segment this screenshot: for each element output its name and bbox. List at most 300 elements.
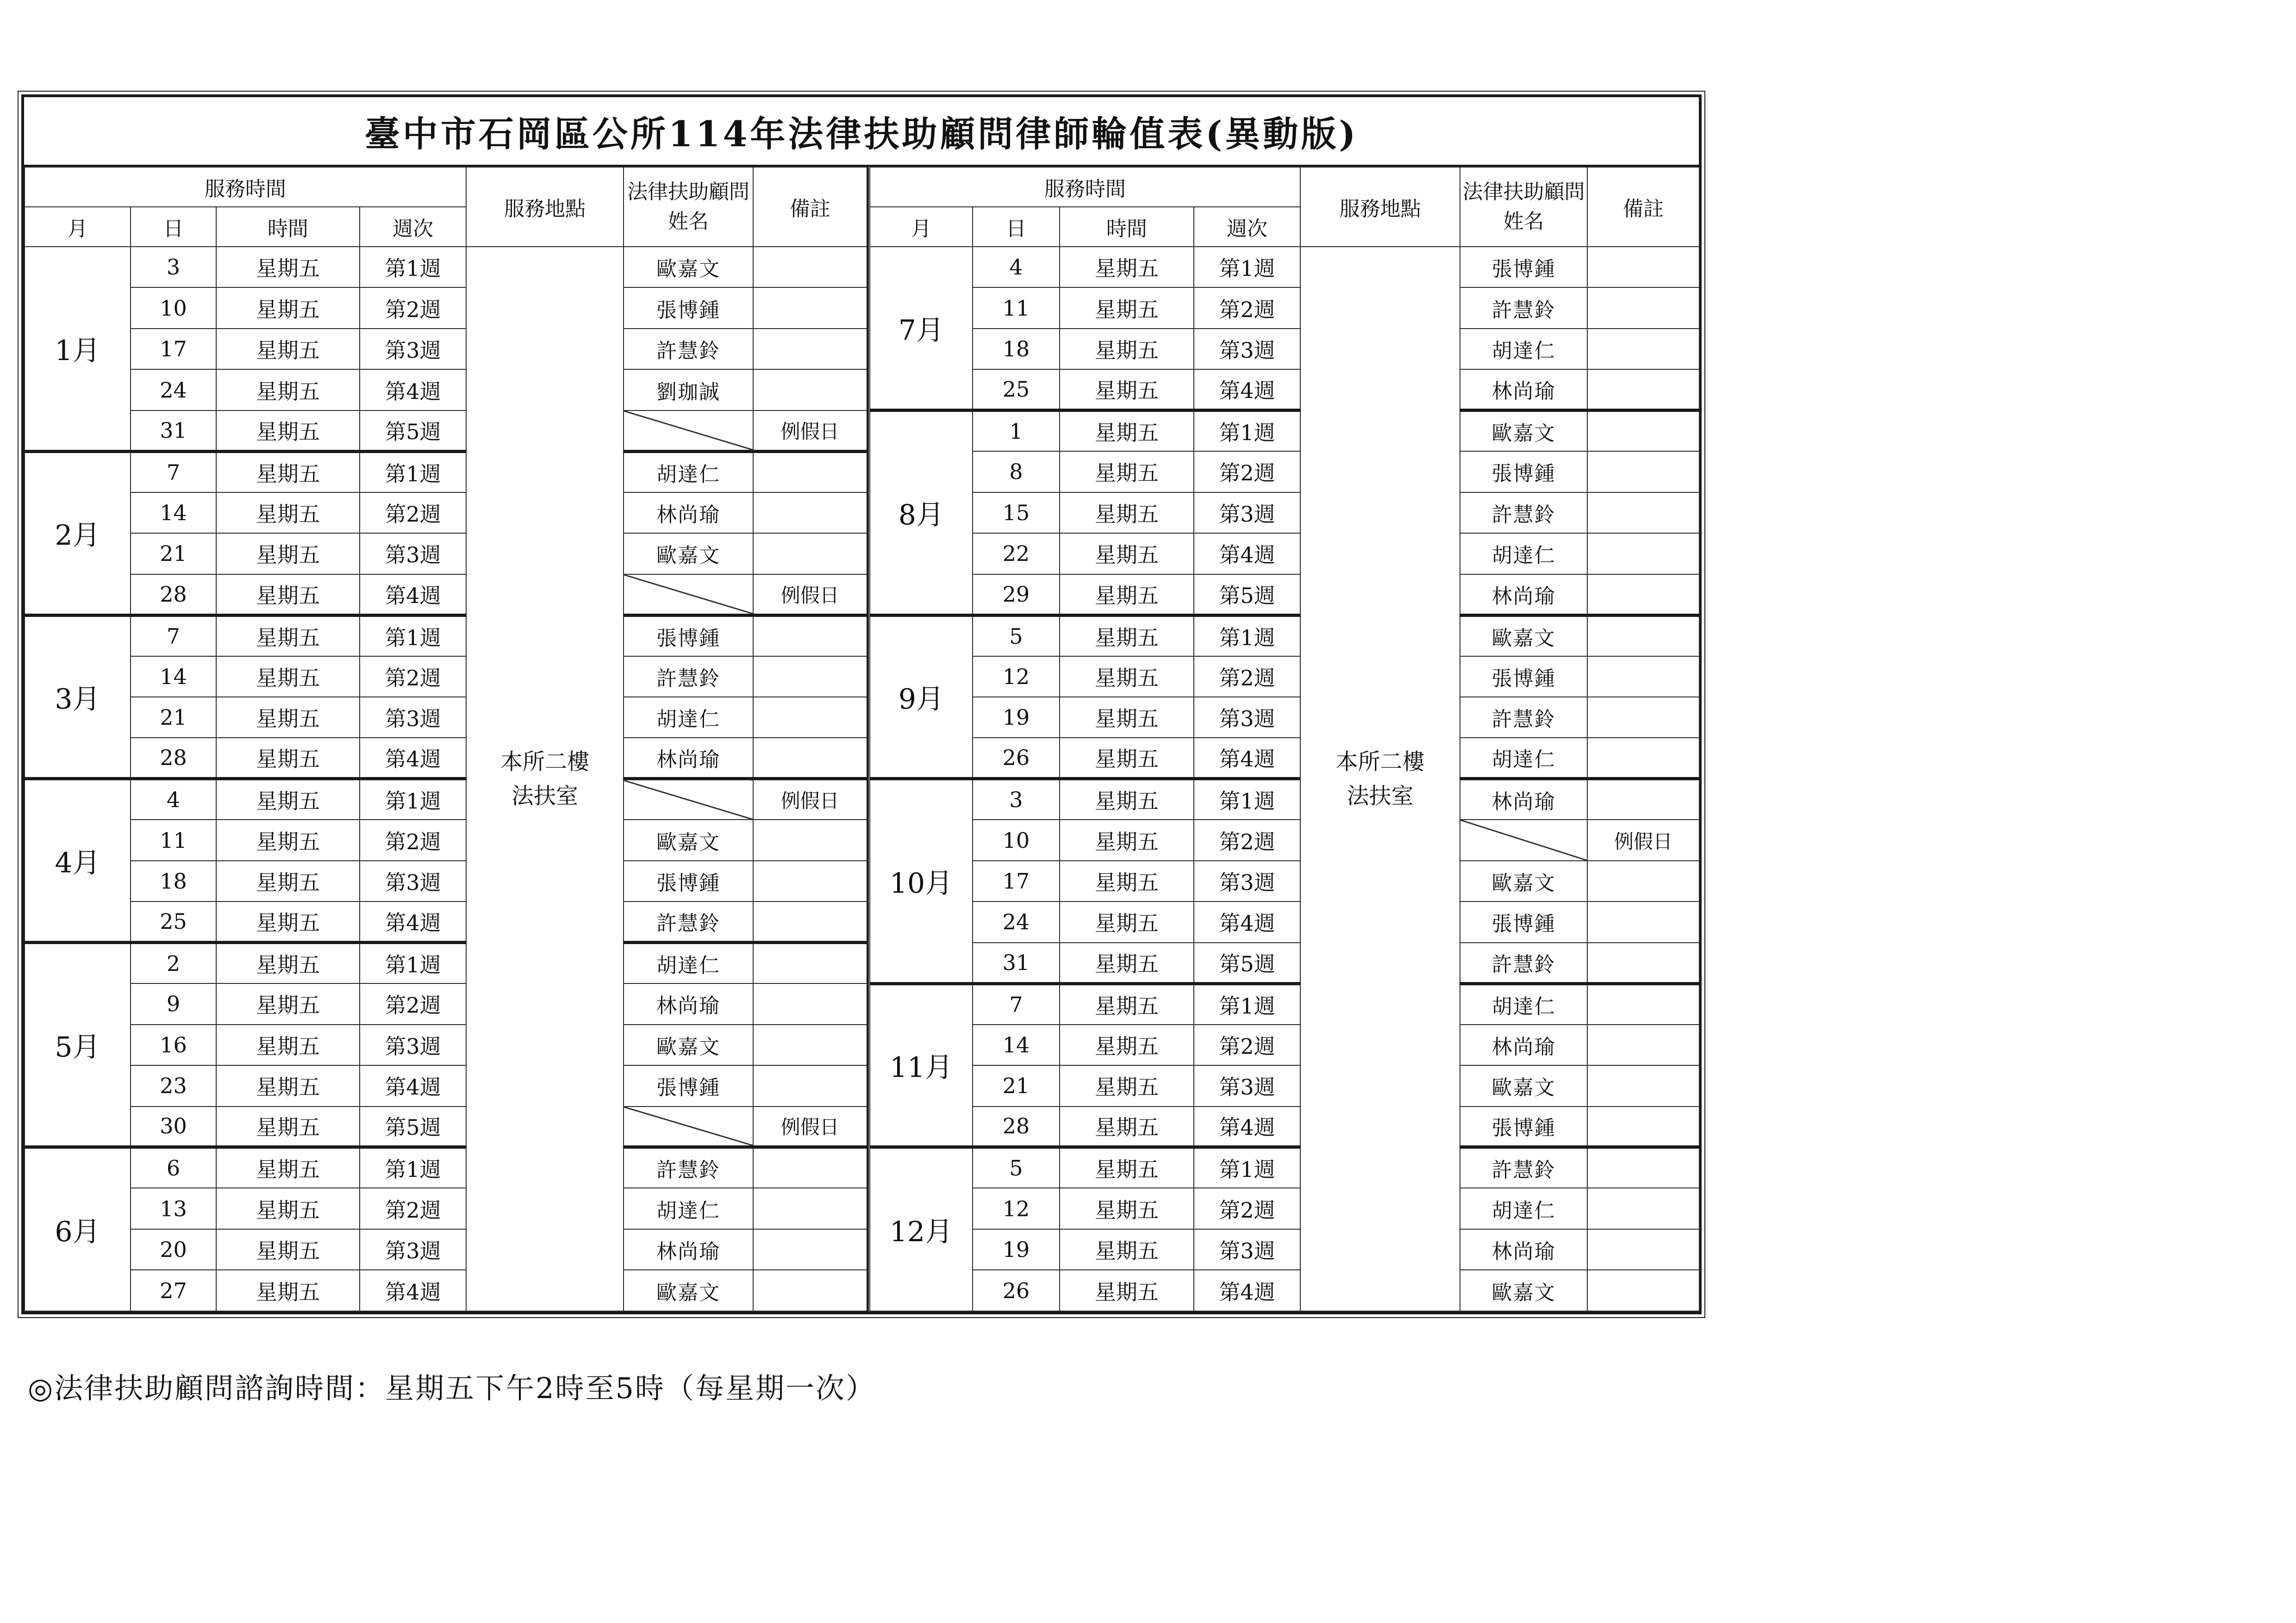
remark-cell	[1587, 1107, 1699, 1147]
remark-cell	[753, 369, 867, 410]
month-cell: 7月	[870, 247, 973, 410]
remark-cell	[753, 1270, 867, 1311]
remark-cell	[753, 656, 867, 697]
month-cell: 9月	[870, 615, 973, 779]
table-row	[25, 1229, 867, 1270]
table-row	[25, 1107, 867, 1147]
week-cell: 第3週	[1194, 697, 1300, 738]
month-cell: 2月	[25, 451, 131, 615]
remark-cell	[1587, 902, 1699, 942]
schedule-body-jan-jun	[25, 247, 867, 1311]
table-row	[25, 983, 867, 1024]
table-row	[870, 329, 1699, 369]
table-row	[25, 451, 867, 492]
time-cell: 星期五	[1060, 983, 1194, 1024]
day-cell: 7	[131, 615, 216, 656]
day-cell: 7	[131, 451, 216, 492]
advisor-cell: 胡達仁	[1460, 329, 1587, 369]
header-remark: 備註	[753, 167, 867, 247]
advisor-cell: 林尚瑜	[624, 738, 753, 778]
table-row	[25, 1065, 867, 1106]
day-cell: 1	[973, 410, 1060, 451]
day-cell: 10	[131, 287, 216, 328]
table-row	[25, 410, 867, 451]
advisor-cell: 胡達仁	[624, 451, 753, 492]
location-line-1: 本所二樓	[1335, 749, 1425, 775]
remark-cell	[753, 1147, 867, 1188]
table-row	[25, 902, 867, 942]
day-cell: 12	[973, 1188, 1060, 1229]
day-cell: 24	[973, 902, 1060, 942]
time-cell: 星期五	[1060, 697, 1194, 738]
advisor-cell: 劉珈誠	[624, 369, 753, 410]
table-row	[870, 1147, 1699, 1188]
advisor-cell: 胡達仁	[624, 697, 753, 738]
advisor-cell: 胡達仁	[624, 943, 753, 983]
week-cell: 第3週	[1194, 492, 1300, 533]
remark-cell	[1587, 329, 1699, 369]
week-cell: 第2週	[360, 492, 466, 533]
week-cell: 第3週	[360, 697, 466, 738]
day-cell: 5	[973, 1147, 1060, 1188]
table-row	[870, 287, 1699, 328]
week-cell: 第2週	[1194, 451, 1300, 492]
time-cell: 星期五	[216, 410, 360, 451]
table-row	[870, 943, 1699, 983]
time-cell: 星期五	[1060, 779, 1194, 820]
advisor-cell: 張博鍾	[624, 287, 753, 328]
time-cell: 星期五	[216, 1270, 360, 1311]
week-cell: 第2週	[360, 656, 466, 697]
day-cell: 27	[131, 1270, 216, 1311]
day-cell: 31	[131, 410, 216, 451]
location-cell	[466, 247, 624, 1311]
page-title: 臺中市石岡區公所114年法律扶助顧問律師輪值表(異動版)	[24, 97, 1699, 167]
day-cell: 11	[131, 820, 216, 860]
advisor-cell: 胡達仁	[1460, 738, 1587, 778]
table-row	[870, 820, 1699, 860]
month-cell: 8月	[870, 410, 973, 615]
table-row	[25, 943, 867, 983]
header-time: 時間	[216, 207, 360, 247]
week-cell: 第2週	[360, 287, 466, 328]
header-month: 月	[25, 207, 131, 247]
table-row	[870, 779, 1699, 820]
remark-cell: 例假日	[753, 410, 867, 451]
table-row	[25, 1147, 867, 1188]
advisor-cell-struck	[624, 410, 753, 451]
time-cell: 星期五	[216, 697, 360, 738]
time-cell: 星期五	[216, 492, 360, 533]
remark-cell: 例假日	[753, 779, 867, 820]
day-cell: 15	[973, 492, 1060, 533]
time-cell: 星期五	[216, 615, 360, 656]
advisor-cell-struck	[624, 1107, 753, 1147]
advisor-cell: 張博鍾	[624, 1065, 753, 1106]
consultation-hours-note: ◎法律扶助顧問諮詢時間：星期五下午2時至5時（每星期一次）	[28, 1371, 876, 1405]
day-cell: 13	[131, 1188, 216, 1229]
table-row	[25, 1188, 867, 1229]
remark-cell: 例假日	[753, 574, 867, 615]
remark-cell	[753, 943, 867, 983]
time-cell: 星期五	[216, 574, 360, 615]
table-row	[870, 574, 1699, 615]
advisor-cell: 歐嘉文	[624, 247, 753, 287]
table-row	[870, 615, 1699, 656]
remark-cell	[753, 247, 867, 287]
header-month: 月	[870, 207, 973, 247]
header-day: 日	[973, 207, 1060, 247]
advisor-cell: 歐嘉文	[624, 820, 753, 860]
table-row	[870, 697, 1699, 738]
week-cell: 第4週	[1194, 533, 1300, 574]
table-row	[25, 1025, 867, 1065]
week-cell: 第1週	[1194, 410, 1300, 451]
schedule-table-jul-dec	[869, 167, 1700, 1312]
remark-cell	[1587, 451, 1699, 492]
advisor-cell: 張博鍾	[1460, 656, 1587, 697]
table-row	[870, 656, 1699, 697]
week-cell: 第2週	[1194, 820, 1300, 860]
advisor-cell: 許慧鈴	[1460, 943, 1587, 983]
time-cell: 星期五	[1060, 287, 1194, 328]
day-cell: 18	[973, 329, 1060, 369]
time-cell: 星期五	[1060, 902, 1194, 942]
time-cell: 星期五	[1060, 410, 1194, 451]
advisor-cell-struck	[624, 574, 753, 615]
time-cell: 星期五	[216, 779, 360, 820]
week-cell: 第1週	[1194, 1147, 1300, 1188]
table-row	[25, 574, 867, 615]
advisor-cell: 歐嘉文	[624, 1025, 753, 1065]
advisor-cell: 林尚瑜	[624, 1229, 753, 1270]
advisor-cell: 林尚瑜	[624, 492, 753, 533]
table-row	[870, 1188, 1699, 1229]
remark-cell	[1587, 738, 1699, 778]
advisor-cell: 林尚瑜	[624, 983, 753, 1024]
advisor-cell: 歐嘉文	[624, 1270, 753, 1311]
remark-cell: 例假日	[1587, 820, 1699, 860]
time-cell: 星期五	[216, 1147, 360, 1188]
week-cell: 第2週	[1194, 1025, 1300, 1065]
month-cell: 1月	[25, 247, 131, 451]
day-cell: 30	[131, 1107, 216, 1147]
time-cell: 星期五	[216, 369, 360, 410]
day-cell: 24	[131, 369, 216, 410]
remark-cell	[1587, 574, 1699, 615]
day-cell: 17	[131, 329, 216, 369]
table-row	[25, 329, 867, 369]
advisor-cell: 歐嘉文	[1460, 410, 1587, 451]
day-cell: 9	[131, 983, 216, 1024]
day-cell: 31	[973, 943, 1060, 983]
week-cell: 第1週	[360, 1147, 466, 1188]
table-row	[25, 656, 867, 697]
remark-cell	[753, 533, 867, 574]
advisor-cell: 張博鍾	[1460, 451, 1587, 492]
table-row	[870, 861, 1699, 902]
day-cell: 16	[131, 1025, 216, 1065]
table-row	[25, 615, 867, 656]
advisor-cell: 林尚瑜	[1460, 779, 1587, 820]
day-cell: 23	[131, 1065, 216, 1106]
month-cell: 6月	[25, 1147, 131, 1311]
week-cell: 第2週	[360, 820, 466, 860]
week-cell: 第3週	[360, 1025, 466, 1065]
day-cell: 14	[973, 1025, 1060, 1065]
time-cell: 星期五	[1060, 1270, 1194, 1311]
time-cell: 星期五	[1060, 329, 1194, 369]
header-remark: 備註	[1587, 167, 1699, 247]
week-cell: 第4週	[360, 369, 466, 410]
day-cell: 20	[131, 1229, 216, 1270]
time-cell: 星期五	[216, 983, 360, 1024]
remark-cell	[1587, 1270, 1699, 1311]
remark-cell	[753, 1065, 867, 1106]
table-row	[870, 1229, 1699, 1270]
week-cell: 第4週	[360, 738, 466, 778]
table-row	[870, 1025, 1699, 1065]
week-cell: 第5週	[1194, 943, 1300, 983]
day-cell: 7	[973, 983, 1060, 1024]
week-cell: 第4週	[360, 1270, 466, 1311]
remark-cell	[1587, 983, 1699, 1024]
remark-cell	[1587, 656, 1699, 697]
schedule-body-jul-dec	[870, 247, 1699, 1311]
day-cell: 28	[131, 574, 216, 615]
time-cell: 星期五	[216, 1025, 360, 1065]
day-cell: 21	[973, 1065, 1060, 1106]
header-location: 服務地點	[466, 167, 624, 247]
remark-cell	[1587, 247, 1699, 287]
header-day: 日	[131, 207, 216, 247]
remark-cell	[753, 983, 867, 1024]
day-cell: 10	[973, 820, 1060, 860]
advisor-cell: 胡達仁	[1460, 1188, 1587, 1229]
week-cell: 第2週	[1194, 287, 1300, 328]
week-cell: 第4週	[1194, 902, 1300, 942]
week-cell: 第1週	[1194, 779, 1300, 820]
time-cell: 星期五	[1060, 451, 1194, 492]
remark-cell	[1587, 410, 1699, 451]
day-cell: 21	[131, 697, 216, 738]
time-cell: 星期五	[1060, 1065, 1194, 1106]
header-week-no: 週次	[360, 207, 466, 247]
advisor-cell: 歐嘉文	[1460, 1065, 1587, 1106]
week-cell: 第1週	[360, 943, 466, 983]
advisor-cell: 許慧鈴	[1460, 1147, 1587, 1188]
month-cell: 10月	[870, 779, 973, 983]
week-cell: 第3週	[360, 861, 466, 902]
advisor-cell: 許慧鈴	[1460, 287, 1587, 328]
table-row	[870, 247, 1699, 287]
table-row	[870, 983, 1699, 1024]
location-cell	[1300, 247, 1460, 1311]
day-cell: 28	[131, 738, 216, 778]
remark-cell	[1587, 615, 1699, 656]
week-cell: 第3週	[1194, 1065, 1300, 1106]
time-cell: 星期五	[216, 1107, 360, 1147]
week-cell: 第1週	[1194, 247, 1300, 287]
time-cell: 星期五	[1060, 861, 1194, 902]
table-row	[25, 369, 867, 410]
time-cell: 星期五	[216, 738, 360, 778]
remark-cell	[753, 451, 867, 492]
time-cell: 星期五	[1060, 615, 1194, 656]
location-line-2: 法扶室	[1347, 783, 1414, 809]
remark-cell	[753, 329, 867, 369]
header-week-no: 週次	[1194, 207, 1300, 247]
week-cell: 第5週	[360, 1107, 466, 1147]
table-row	[25, 738, 867, 778]
time-cell: 星期五	[216, 1188, 360, 1229]
time-cell: 星期五	[1060, 738, 1194, 778]
table-row	[25, 287, 867, 328]
table-row	[870, 410, 1699, 451]
remark-cell	[1587, 1065, 1699, 1106]
table-row	[870, 1107, 1699, 1147]
remark-cell	[753, 615, 867, 656]
week-cell: 第2週	[360, 983, 466, 1024]
table-row	[870, 492, 1699, 533]
month-cell: 11月	[870, 983, 973, 1147]
header-time: 時間	[1060, 207, 1194, 247]
day-cell: 19	[973, 1229, 1060, 1270]
time-cell: 星期五	[216, 902, 360, 942]
week-cell: 第3週	[1194, 1229, 1300, 1270]
month-cell: 3月	[25, 615, 131, 779]
remark-cell	[1587, 861, 1699, 902]
table-row	[870, 369, 1699, 410]
time-cell: 星期五	[1060, 247, 1194, 287]
advisor-cell: 張博鍾	[1460, 1107, 1587, 1147]
table-row	[25, 492, 867, 533]
remark-cell	[1587, 492, 1699, 533]
day-cell: 3	[131, 247, 216, 287]
week-cell: 第4週	[1194, 1107, 1300, 1147]
remark-cell: 例假日	[753, 1107, 867, 1147]
week-cell: 第3週	[360, 533, 466, 574]
day-cell: 8	[973, 451, 1060, 492]
remark-cell	[1587, 1229, 1699, 1270]
day-cell: 28	[973, 1107, 1060, 1147]
time-cell: 星期五	[1060, 1229, 1194, 1270]
week-cell: 第4週	[1194, 369, 1300, 410]
month-cell: 12月	[870, 1147, 973, 1311]
time-cell: 星期五	[1060, 1147, 1194, 1188]
advisor-cell: 林尚瑜	[1460, 574, 1587, 615]
week-cell: 第1週	[1194, 615, 1300, 656]
table-row	[870, 451, 1699, 492]
table-row	[25, 533, 867, 574]
remark-cell	[753, 287, 867, 328]
time-cell: 星期五	[216, 533, 360, 574]
day-cell: 6	[131, 1147, 216, 1188]
week-cell: 第4週	[360, 1065, 466, 1106]
remark-cell	[1587, 1188, 1699, 1229]
table-row	[25, 247, 867, 287]
remark-cell	[1587, 697, 1699, 738]
remark-cell	[753, 738, 867, 778]
table-row	[25, 697, 867, 738]
table-row	[25, 861, 867, 902]
time-cell: 星期五	[1060, 1188, 1194, 1229]
location-line-2: 法扶室	[511, 783, 578, 809]
advisor-cell: 張博鍾	[1460, 902, 1587, 942]
advisor-cell: 歐嘉文	[1460, 861, 1587, 902]
week-cell: 第4週	[1194, 1270, 1300, 1311]
advisor-cell-struck	[624, 779, 753, 820]
day-cell: 14	[131, 492, 216, 533]
schedule-sheet	[21, 94, 1702, 1314]
advisor-cell: 胡達仁	[1460, 533, 1587, 574]
day-cell: 2	[131, 943, 216, 983]
day-cell: 5	[973, 615, 1060, 656]
advisor-cell: 許慧鈴	[1460, 697, 1587, 738]
time-cell: 星期五	[1060, 533, 1194, 574]
schedule-table-jan-jun	[24, 167, 869, 1312]
day-cell: 21	[131, 533, 216, 574]
time-cell: 星期五	[216, 820, 360, 860]
remark-cell	[1587, 1147, 1699, 1188]
week-cell: 第5週	[360, 410, 466, 451]
time-cell: 星期五	[216, 287, 360, 328]
advisor-cell: 張博鍾	[1460, 247, 1587, 287]
week-cell: 第4週	[360, 902, 466, 942]
week-cell: 第5週	[1194, 574, 1300, 615]
week-cell: 第2週	[1194, 1188, 1300, 1229]
week-cell: 第3週	[1194, 329, 1300, 369]
remark-cell	[1587, 779, 1699, 820]
week-cell: 第2週	[1194, 656, 1300, 697]
advisor-cell: 歐嘉文	[1460, 1270, 1587, 1311]
time-cell: 星期五	[1060, 820, 1194, 860]
remark-cell	[753, 1229, 867, 1270]
table-row	[870, 533, 1699, 574]
day-cell: 12	[973, 656, 1060, 697]
remark-cell	[753, 902, 867, 942]
time-cell: 星期五	[1060, 1025, 1194, 1065]
week-cell: 第3週	[360, 1229, 466, 1270]
day-cell: 11	[973, 287, 1060, 328]
day-cell: 22	[973, 533, 1060, 574]
week-cell: 第4週	[1194, 738, 1300, 778]
advisor-cell: 許慧鈴	[624, 1147, 753, 1188]
table-row	[25, 779, 867, 820]
time-cell: 星期五	[216, 247, 360, 287]
header-advisor-name: 法律扶助顧問姓名	[1460, 167, 1587, 247]
remark-cell	[1587, 287, 1699, 328]
remark-cell	[1587, 943, 1699, 983]
advisor-cell-struck	[1460, 820, 1587, 860]
day-cell: 19	[973, 697, 1060, 738]
day-cell: 26	[973, 738, 1060, 778]
day-cell: 14	[131, 656, 216, 697]
day-cell: 18	[131, 861, 216, 902]
time-cell: 星期五	[1060, 943, 1194, 983]
table-row	[25, 820, 867, 860]
advisor-cell: 胡達仁	[624, 1188, 753, 1229]
remark-cell	[753, 820, 867, 860]
remark-cell	[1587, 369, 1699, 410]
table-row	[870, 738, 1699, 778]
advisor-cell: 歐嘉文	[1460, 615, 1587, 656]
day-cell: 4	[131, 779, 216, 820]
month-cell: 4月	[25, 779, 131, 943]
time-cell: 星期五	[216, 656, 360, 697]
advisor-cell: 林尚瑜	[1460, 1229, 1587, 1270]
time-cell: 星期五	[216, 861, 360, 902]
